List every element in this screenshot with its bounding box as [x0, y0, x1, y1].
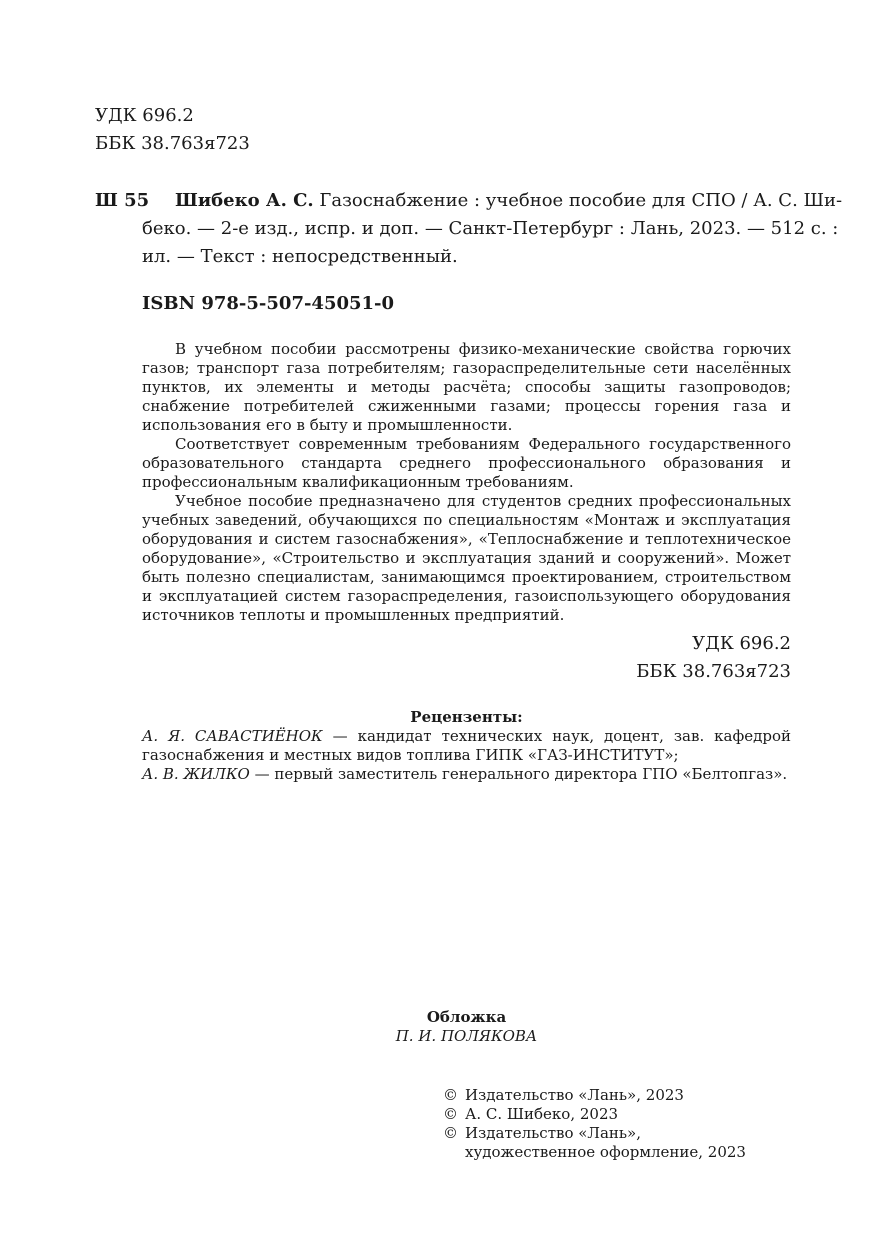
udk-code: УДК 696.2 [95, 105, 194, 126]
bib-title: Газоснабжение : учебное пособие для СПО / А. С. Ши- [313, 190, 843, 211]
catalog-code: Ш 55 [95, 190, 150, 211]
cover-title: Обложка [426, 1008, 507, 1026]
copyright-symbol-1: © [443, 1086, 458, 1104]
copyright-symbol-2: © [443, 1105, 458, 1123]
abstract-paragraph-1: В учебном пособии рассмотрены физико-механические свойства горючих газов; транспорт газа потребителям; газораспределительные сети населённых пунктов, их элементы и методы расчёта; способы защиты газопроводов; снабжение потребителей сжиженными газами; процессы горения газа и использования его в быту и промышленности. [142, 340, 791, 434]
footer-bbk: ББК 38.763я723 [636, 661, 791, 682]
reviewers [142, 708, 791, 784]
copyright-line-1 [443, 1086, 746, 1105]
cover-credit [142, 1008, 791, 1046]
isbn: ISBN 978-5-507-45051-0 [142, 293, 395, 314]
cover-artist: П. И. ПОЛЯКОВА [395, 1027, 538, 1045]
abstract [142, 340, 791, 625]
copyright-text-2: А. С. Шибеко, 2023 [465, 1105, 619, 1123]
copyright-block [443, 1086, 746, 1162]
copyright-line-2 [443, 1105, 746, 1124]
footer-codes [500, 630, 791, 686]
bib-line-2: беко. — 2-е изд., испр. и доп. — Санкт-Петербург : Лань, 2023. — 512 с. : [142, 218, 839, 239]
bibliographic-entry [175, 187, 843, 215]
reviewers-title: Рецензенты: [410, 708, 523, 726]
bib-line-1 [175, 187, 843, 215]
reviewer-1 [142, 727, 791, 765]
copyright-text-1: Издательство «Лань», 2023 [465, 1086, 684, 1104]
copyright-symbol-3: © [443, 1124, 458, 1142]
copyright-text-3: Издательство «Лань», [465, 1124, 642, 1142]
copyright-line-4 [443, 1143, 746, 1162]
abstract-paragraph-3: Учебное пособие предназначено для студентов средних профессиональных учебных заведений, обучающихся по специальностям «Монтаж и эксплуатация оборудования и систем газоснабжения», «Теплоснабжение и теплотехническое оборудование», «Строительство и эксплуатация зданий и сооружений». Может быть полезно специалистам, занимающимся проектированием, строительством и эксплуатацией систем газораспределения, газоиспользующего оборудования источников теплоты и промышленных предприятий. [142, 492, 791, 624]
copyright-text-4: художественное оформление, 2023 [465, 1143, 746, 1161]
reviewer-2 [142, 765, 791, 784]
bbk-code: ББК 38.763я723 [95, 133, 250, 154]
reviewer-2-text: — первый заместитель генерального директора ГПО «Белтопгаз». [249, 765, 788, 783]
abstract-paragraph-2: Соответствует современным требованиям Федерального государственного образовательного стандарта среднего профессионального образования и профессиональным квалификационным требованиям. [142, 435, 791, 491]
reviewer-1-text: — кандидат технических наук, доцент, зав. кафедрой газоснабжения и местных видов топлива ГИПК «ГАЗ-ИНСТИТУТ»; [142, 727, 791, 764]
copyright-line-3 [443, 1124, 746, 1143]
footer-udk: УДК 696.2 [692, 633, 791, 654]
reviewer-1-name: А. Я. САВАСТИЁНОК [142, 727, 323, 745]
reviewer-2-name: А. В. ЖИЛКО [142, 765, 250, 783]
bib-line-3: ил. — Текст : непосредственный. [142, 246, 458, 267]
author-name: Шибеко А. С. [175, 190, 314, 211]
header-codes [95, 102, 250, 158]
